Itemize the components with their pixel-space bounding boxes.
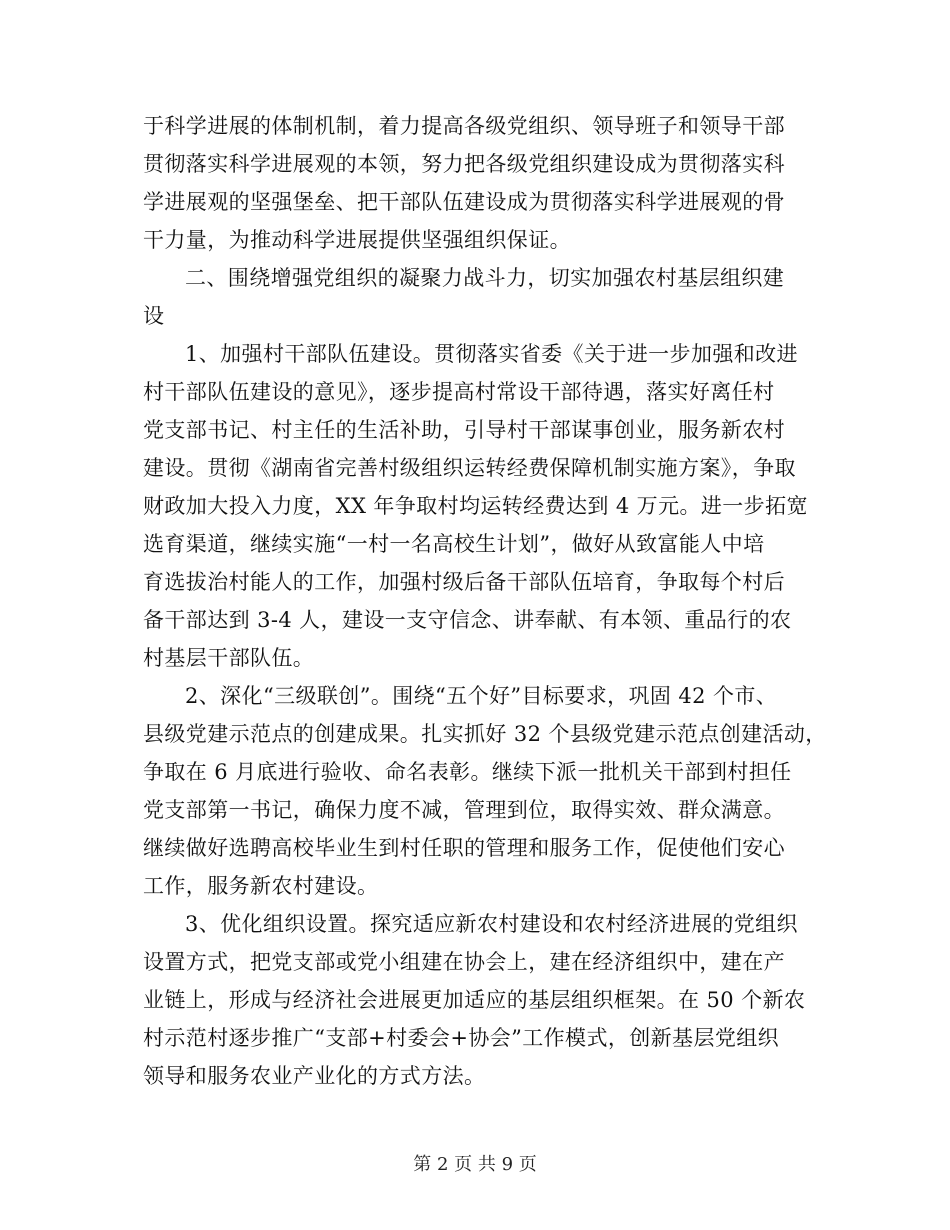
paragraph-1-line: 党支部书记、村主任的生活补助，引导村干部谋事创业，服务新农村 — [143, 418, 785, 442]
paragraph-2-line: 2、深化“三级联创”。围绕“五个好”目标要求，巩固 42 个市、 — [185, 684, 778, 708]
paragraph-1-line: 1、加强村干部队伍建设。贯彻落实省委《关于进一步加强和改进 — [185, 342, 798, 366]
text-line: 贯彻落实科学进展观的本领，努力把各级党组织建设成为贯彻落实科 — [143, 152, 785, 176]
body-text — [143, 107, 827, 1095]
section-heading-line: 设 — [143, 304, 165, 328]
paragraph-2-line: 党支部第一书记，确保力度不减，管理到位，取得实效、群众满意。 — [143, 798, 785, 822]
paragraph-2-line: 争取在 6 月底进行验收、命名表彰。继续下派一批机关干部到村担任 — [143, 760, 792, 784]
paragraph-1-line: 财政加大投入力度，XX 年争取村均运转经费达到 4 万元。进一步拓宽 — [143, 494, 808, 518]
paragraph-3-line: 业链上，形成与经济社会进展更加适应的基层组织框架。在 50 个新农 — [143, 988, 806, 1012]
text-line: 学进展观的坚强堡垒、把干部队伍建设成为贯彻落实科学进展观的骨 — [143, 190, 785, 214]
paragraph-1-line: 村基层干部队伍。 — [143, 646, 315, 670]
paragraph-3-line: 领导和服务农业产业化的方式方法。 — [143, 1064, 486, 1088]
paragraph-2-line: 工作，服务新农村建设。 — [143, 874, 379, 898]
paragraph-1-line: 育选拔治村能人的工作，加强村级后备干部队伍培育，争取每个村后 — [143, 570, 785, 594]
page-number-footer: 第 2 页 共 9 页 — [413, 1154, 537, 1175]
text-line: 干力量，为推动科学进展提供坚强组织保证。 — [143, 228, 571, 252]
paragraph-3-line: 设置方式，把党支部或党小组建在协会上，建在经济组织中，建在产 — [143, 950, 785, 974]
paragraph-2-line: 县级党建示范点的创建成果。扎实抓好 32 个县级党建示范点创建活动， — [143, 722, 827, 746]
section-heading-line: 二、围绕增强党组织的凝聚力战斗力，切实加强农村基层组织建 — [185, 266, 785, 290]
paragraph-1-line: 选育渠道，继续实施“一村一名高校生计划”，做好从致富能人中培 — [143, 532, 765, 556]
paragraph-3-line: 3、优化组织设置。探究适应新农村建设和农村经济进展的党组织 — [185, 912, 798, 936]
paragraph-1-line: 建设。贯彻《湖南省完善村级组织运转经费保障机制实施方案》，争取 — [143, 456, 796, 480]
paragraph-2-line: 继续做好选聘高校毕业生到村任职的管理和服务工作，促使他们安心 — [143, 836, 785, 860]
paragraph-3-line: 村示范村逐步推广“支部+村委会+协会”工作模式，创新基层党组织 — [143, 1026, 780, 1050]
text-line: 于科学进展的体制机制，着力提高各级党组织、领导班子和领导干部 — [143, 114, 785, 138]
paragraph-1-line: 备干部达到 3-4 人，建设一支守信念、讲奉献、有本领、重品行的农 — [143, 608, 792, 632]
paragraph-1-line: 村干部队伍建设的意见》，逐步提高村常设干部待遇，落实好离任村 — [143, 380, 775, 404]
